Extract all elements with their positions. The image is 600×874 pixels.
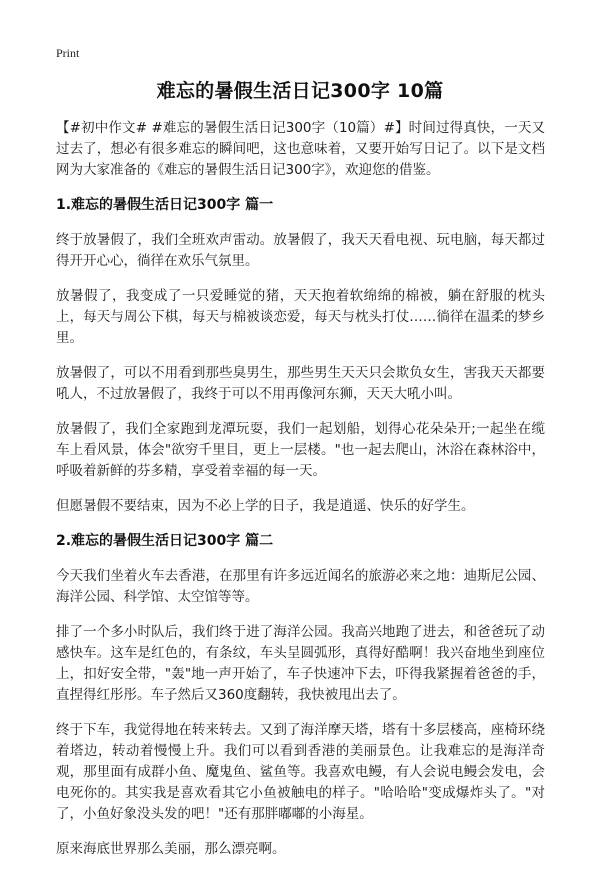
section2-paragraph: 今天我们坐着火车去香港，在那里有许多远近闻名的旅游必来之地：迪斯尼公园、海洋公园、科学馆、太空馆等等。 bbox=[56, 568, 545, 605]
section2-paragraph: 原来海底世界那么美丽，那么漂亮啊。 bbox=[56, 841, 286, 857]
section1-paragraph: 放暑假了，我们全家跑到龙潭玩耍，我们一起划船，划得心花朵朵开;一起坐在缆车上看风景，体会"欲穷千里目，更上一层楼。"也一起去爬山，沐浴在森林浴中，呼吸着新鲜的芬多精，享受着幸福的每一天。 bbox=[56, 421, 545, 479]
article-body bbox=[56, 118, 545, 874]
section1-paragraph: 放暑假了，我变成了一只爱睡觉的猪，天天抱着软绵绵的棉被，躺在舒服的枕头上，每天与周公下棋，每天与棉被谈恋爱，每天与枕头打仗……徜徉在温柔的梦乡里。 bbox=[56, 288, 545, 346]
section1-paragraph: 终于放暑假了，我们全班欢声雷动。放暑假了，我天天看电视、玩电脑，每天都过得开开心心，徜徉在欢乐气氛里。 bbox=[56, 232, 545, 269]
section1-paragraph: 但愿暑假不要结束，因为不必上学的日子，我是逍遥、快乐的好学生。 bbox=[56, 498, 475, 514]
intro-paragraph: 【#初中作文# #难忘的暑假生活日记300字（10篇）#】时间过得真快，一天又过去了，想必有很多难忘的瞬间吧，这也意味着，又要开始写日记了。以下是文档网为大家准备的《难忘的暑假生活日记300字》，欢迎您的借鉴。 bbox=[56, 120, 545, 178]
section-heading-2: 2.难忘的暑假生活日记300字 篇二 bbox=[56, 533, 274, 549]
section2-paragraph: 排了一个多小时队后，我们终于进了海洋公园。我高兴地跑了进去，和爸爸玩了动感快车。这车是红色的，有条纹，车头呈圆弧形，真得好酷啊！我兴奋地坐到座位上，扣好安全带，"轰"地一声开始了，车子快速冲下去，吓得我紧握着爸爸的手，直捏得红彤彤。车子然后又360度翻转，我快被甩出去了。 bbox=[56, 624, 545, 703]
page-title: 难忘的暑假生活日记300字 10篇 bbox=[156, 80, 444, 102]
section1-paragraph: 放暑假了，可以不用看到那些臭男生，那些男生天天只会欺负女生，害我天天都要吼人，不过放暑假了，我终于可以不用再像河东狮，天天大吼小叫。 bbox=[56, 365, 545, 402]
section2-paragraph: 终于下车，我觉得地在转来转去。又到了海洋摩天塔，塔有十多层楼高，座椅环绕着塔边，转动着慢慢上升。我们可以看到香港的美丽景色。让我难忘的是海洋奇观，那里面有成群小鱼、魔鬼鱼、鲨鱼等。我喜欢电鳗，有人会说电鳗会发电，会电死你的。其实我是喜欢看其它小鱼被触电的样子。"哈哈哈"变成爆炸头了。"对了，小鱼好象没头发的吧！"还有那胖嘟嘟的小海星。 bbox=[56, 722, 545, 822]
section-heading-1: 1.难忘的暑假生活日记300字 篇一 bbox=[56, 197, 274, 213]
print-link[interactable]: Print bbox=[56, 46, 80, 60]
